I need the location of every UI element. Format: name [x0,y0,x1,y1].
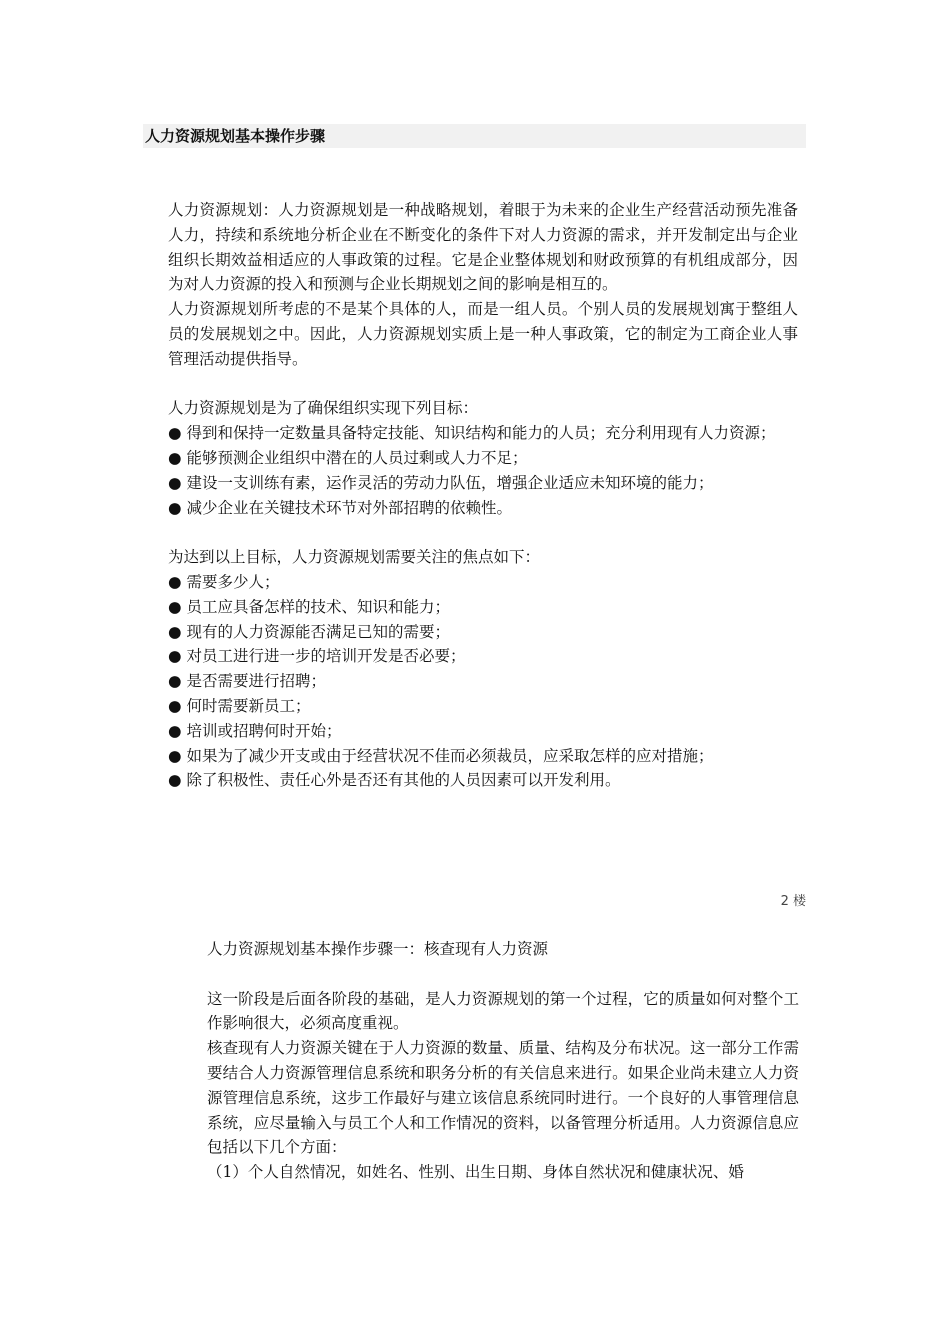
focus-item-text: 员工应具备怎样的技术、知识和能力； [186,597,450,616]
focus-item [168,570,798,595]
bullet-icon: ● [168,473,182,492]
bullet-icon: ● [168,647,182,666]
focus-item-text: 需要多少人； [186,572,280,591]
focus-item-text: 现有的人力资源能否满足已知的需要； [186,622,450,641]
step1-paragraph: 这一阶段是后面各阶段的基础，是人力资源规划的第一个过程，它的质量如何对整个工作影响很大，必须高度重视。 [207,989,799,1033]
goal-item-text: 能够预测企业组织中潜在的人员过剩或人力不足； [186,448,528,467]
paragraph-gap [168,372,798,397]
page-title: 人力资源规划基本操作步骤 [145,127,326,145]
step1-paragraph: （1）个人自然情况，如姓名、性别、出生日期、身体自然状况和健康状况、婚 [207,1163,744,1182]
bullet-icon: ● [168,746,182,765]
focus-heading: 为达到以上目标，人力资源规划需要关注的焦点如下： [168,548,541,567]
floor-label: 2 楼 [780,894,806,909]
goal-item-text: 减少企业在关键技术环节对外部招聘的依赖性。 [186,498,512,517]
bullet-icon: ● [168,448,182,467]
focus-item [168,644,798,669]
focus-item-text: 如果为了减少开支或由于经营状况不佳而必须裁员，应采取怎样的应对措施； [186,746,714,765]
bullet-icon: ● [168,498,182,517]
focus-item-text: 是否需要进行招聘； [186,672,326,691]
bullet-icon: ● [168,622,182,641]
bullet-icon: ● [168,597,182,616]
focus-item-text: 对员工进行进一步的培训开发是否必要； [186,647,466,666]
bullet-icon: ● [168,572,182,591]
intro-paragraph: 人力资源规划：人力资源规划是一种战略规划，着眼于为未来的企业生产经营活动预先准备人力，持续和系统地分析企业在不断变化的条件下对人力资源的需求，并开发制定出与企业组织长期效益相适应的人事政策的过程。它是企业整体规划和财政预算的有机组成部分，因为对人力资源的投入和预测与企业长期规划之间的影响是相互的。 [168,201,798,294]
focus-item-text: 除了积极性、责任心外是否还有其他的人员因素可以开发利用。 [186,771,621,790]
focus-item [168,595,798,620]
focus-item-text: 何时需要新员工； [186,696,311,715]
bullet-icon: ● [168,771,182,790]
paragraph-gap [168,520,798,545]
goal-item [168,471,798,496]
focus-item [168,744,798,769]
focus-item [168,694,798,719]
goal-item-text: 建设一支训练有素，运作灵活的劳动力队伍，增强企业适应未知环境的能力； [186,473,714,492]
post-2-body [207,937,799,1185]
goals-heading: 人力资源规划是为了确保组织实现下列目标： [168,399,479,418]
bullet-icon: ● [168,721,182,740]
focus-item [168,669,798,694]
focus-item [168,620,798,645]
goal-item [168,421,798,446]
focus-item [168,768,798,793]
bullet-icon: ● [168,696,182,715]
paragraph-gap [207,962,799,987]
goal-item [168,496,798,521]
title-bar [143,124,806,148]
focus-item-text: 培训或招聘何时开始； [186,721,342,740]
step1-heading: 人力资源规划基本操作步骤一：核查现有人力资源 [207,940,549,958]
intro-paragraph: 人力资源规划所考虑的不是某个具体的人，而是一组人员。个别人员的发展规划寓于整组人员的发展规划之中。因此，人力资源规划实质上是一种人事政策，它的制定为工商企业人事管理活动提供指导。 [168,300,798,368]
bullet-icon: ● [168,672,182,691]
goal-item-text: 得到和保持一定数量具备特定技能、知识结构和能力的人员；充分利用现有人力资源； [186,424,776,443]
focus-item [168,719,798,744]
post-1-body [168,198,798,793]
goal-item [168,446,798,471]
step1-paragraph: 核查现有人力资源关键在于人力资源的数量、质量、结构及分布状况。这一部分工作需要结合人力资源管理信息系统和职务分析的有关信息来进行。如果企业尚未建立人力资源管理信息系统，这步工作最好与建立该信息系统同时进行。一个良好的人事管理信息系统，应尽量输入与员工个人和工作情况的资料，以备管理分析适用。人力资源信息应包括以下几个方面： [207,1039,799,1157]
bullet-icon: ● [168,424,182,443]
